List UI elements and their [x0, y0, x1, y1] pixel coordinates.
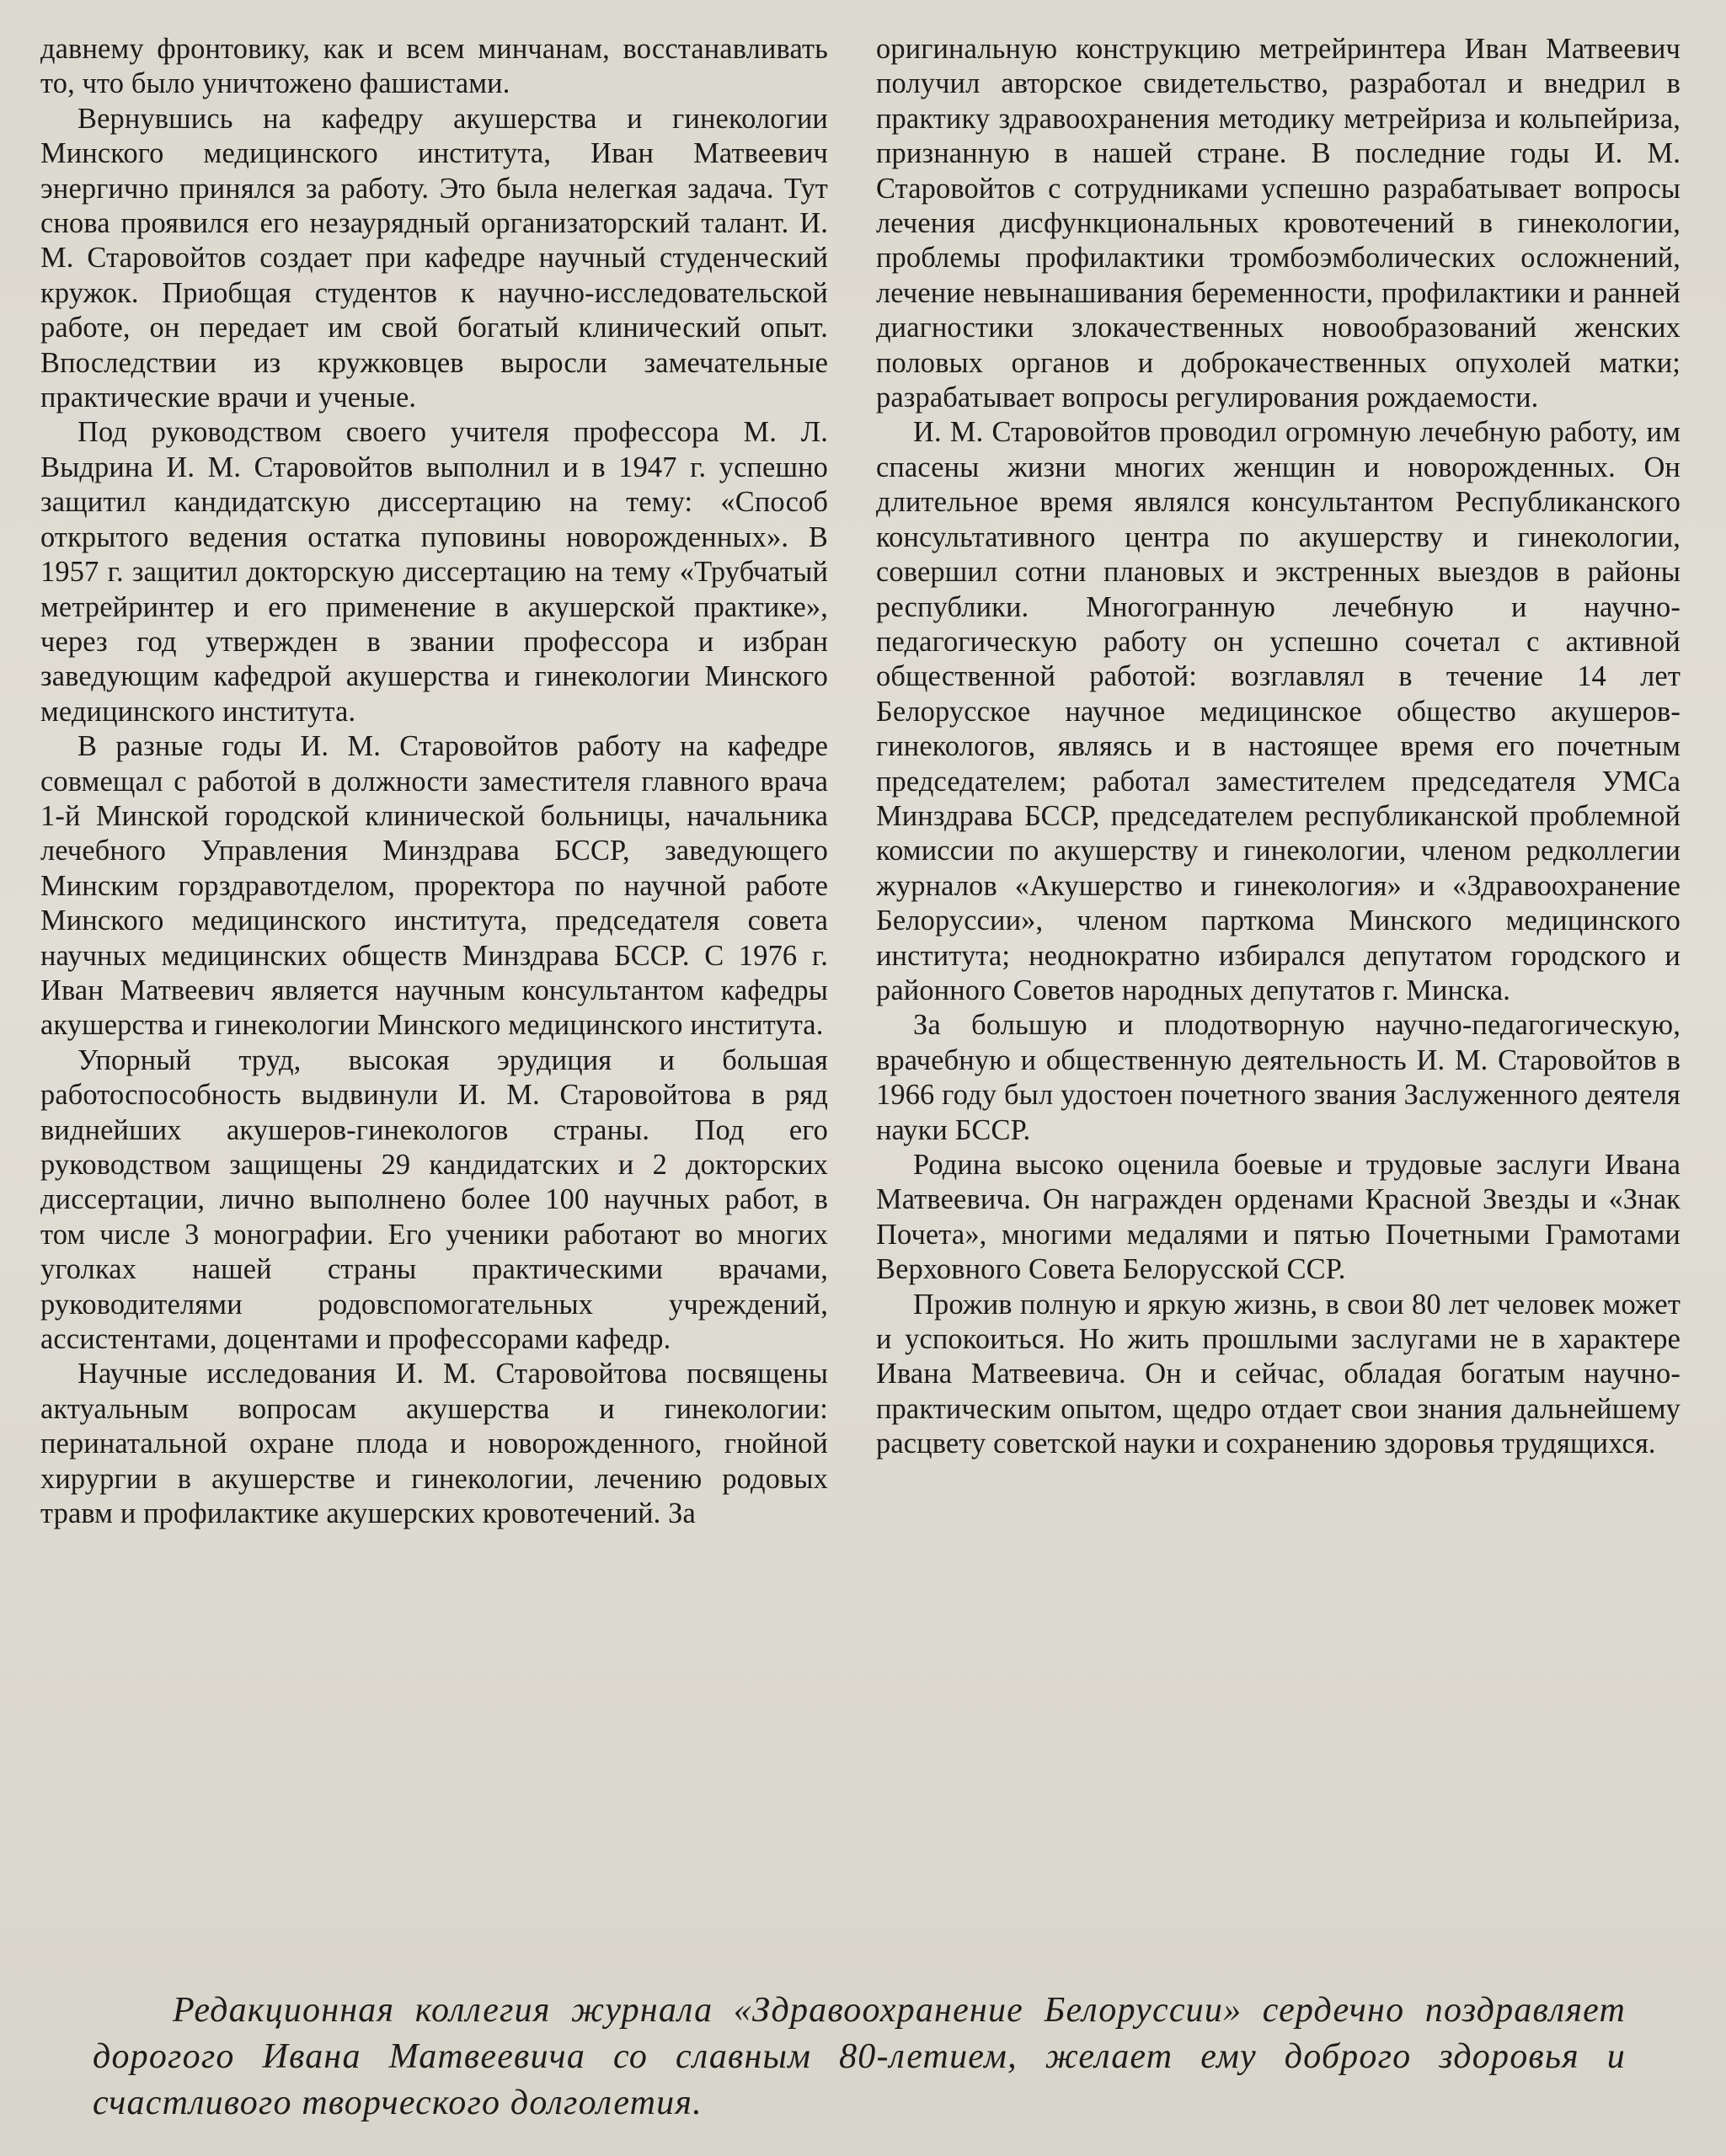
- right-column: [876, 32, 1681, 1931]
- editorial-greeting: Редакционная коллегия журнала «Здравоохранение Белоруссии» сердечно поздравляет дорогого Ивана Матвеевича со славным 80-летием, желает ему доброго здоровья и счастливого творческого долголетия.: [93, 1991, 1626, 2122]
- paragraph: Родина высоко оценила боевые и трудовые заслуги Ивана Матвеевича. Он награжден орденами Красной Звезды и «Знак Почета», многими медалями и пятью Почетными Грамотами Верховного Совета Белорусской ССР.: [876, 1149, 1681, 1286]
- paragraph: За большую и плодотворную научно-педагогическую, врачебную и общественную деятельность И. М. Старовойтов в 1966 году был удостоен почетного звания Заслуженного деятеля науки БССР.: [876, 1009, 1681, 1146]
- paragraph: И. М. Старовойтов проводил огромную лечебную работу, им спасены жизни многих женщин и новорожденных. Он длительное время являлся консультантом Республиканского консультативного центра по акушерству и гинекологии, совершил сотни плановых и экстренных выездов в районы республики. Многогранную лечебную и научно-педагогическую работу он успешно сочетал с активной общественной работой: возглавлял в течение 14 лет Белорусское научное медицинское общество акушеров-гинекологов, являясь и в настоящее время его почетным председателем; работал заместителем председателя УМСа Минздрава БССР, председателем республиканской проблемной комиссии по акушерству и гинекологии, членом редколлегии журналов «Акушерство и гинекология» и «Здравоохранение Белоруссии», членом парткома Минского медицинского института; неоднократно избирался депутатом городского и районного Советов народных депутатов г. Минска.: [876, 416, 1681, 1006]
- paragraph: Прожив полную и яркую жизнь, в свои 80 лет человек может и успокоиться. Но жить прошлыми заслугами не в характере Ивана Матвеевича. Он и сейчас, обладая богатым научно-практическим опытом, щедро отдает свои знания дальнейшему расцвету советской науки и сохранению здоровья трудящихся.: [876, 1288, 1681, 1460]
- paragraph: оригинальную конструкцию метрейринтера Иван Матвеевич получил авторское свидетельство, разработал и внедрил в практику здравоохранения методику метрейриза и кольпейриза, признанную в нашей стране. В последние годы И. М. Старовойтов с сотрудниками успешно разрабатывает вопросы лечения дисфункциональных кровотечений в гинекологии, проблемы профилактики тромбоэмболических осложнений, лечение невынашивания беременности, профилактики и ранней диагностики злокачественных новообразований женских половых органов и доброкачественных опухолей матки; разрабатывает вопросы регулирования рождаемости.: [876, 33, 1681, 414]
- paragraph: Вернувшись на кафедру акушерства и гинекологии Минского медицинского института, Иван Матвеевич энергично принялся за работу. Это была нелегкая задача. Тут снова проявился его незаурядный организаторский талант. И. М. Старовойтов создает при кафедре научный студенческий кружок. Приобщая студентов к научно-исследовательской работе, он передает им свой богатый клинический опыт. Впоследствии из кружковцев выросли замечательные практические врачи и ученые.: [40, 102, 828, 414]
- paragraph: давнему фронтовику, как и всем минчанам, восстанавливать то, что было уничтожено фашистами.: [40, 33, 828, 100]
- paragraph: В разные годы И. М. Старовойтов работу на кафедре совмещал с работой в должности заместителя главного врача 1-й Минской городской клинической больницы, начальника лечебного Управления Минздрава БССР, заведующего Минским горздравотделом, проректора по научной работе Минского медицинского института, председателя совета научных медицинских обществ Минздрава БССР. С 1976 г. Иван Матвеевич является научным консультантом кафедры акушерства и гинекологии Минского медицинского института.: [40, 730, 828, 1042]
- paragraph: Упорный труд, высокая эрудиция и большая работоспособность выдвинули И. М. Старовойтова в ряд виднейших акушеров-гинекологов страны. Под его руководством защищены 29 кандидатских и 2 докторских диссертации, лично выполнено более 100 научных работ, в том числе 3 монографии. Его ученики работают во многих уголках нашей страны практическими врачами, руководителями родовспомогательных учреждений, ассистентами, доцентами и профессорами кафедр.: [40, 1043, 828, 1356]
- left-column: [40, 32, 828, 1931]
- paragraph: Под руководством своего учителя профессора М. Л. Выдрина И. М. Старовойтов выполнил и в 1947 г. успешно защитил кандидатскую диссертацию на тему: «Способ открытого ведения остатка пуповины новорожденных». В 1957 г. защитил докторскую диссертацию на тему «Трубчатый метрейринтер и его применение в акушерской практике», через год утвержден в звании профессора и избран заведующим кафедрой акушерства и гинекологии Минского медицинского института.: [40, 416, 828, 728]
- paragraph: Научные исследования И. М. Старовойтова посвящены актуальным вопросам акушерства и гинекологии: перинатальной охране плода и новорожденного, гнойной хирургии в акушерстве и гинекологии, лечению родовых травм и профилактике акушерских кровотечений. За: [40, 1358, 828, 1530]
